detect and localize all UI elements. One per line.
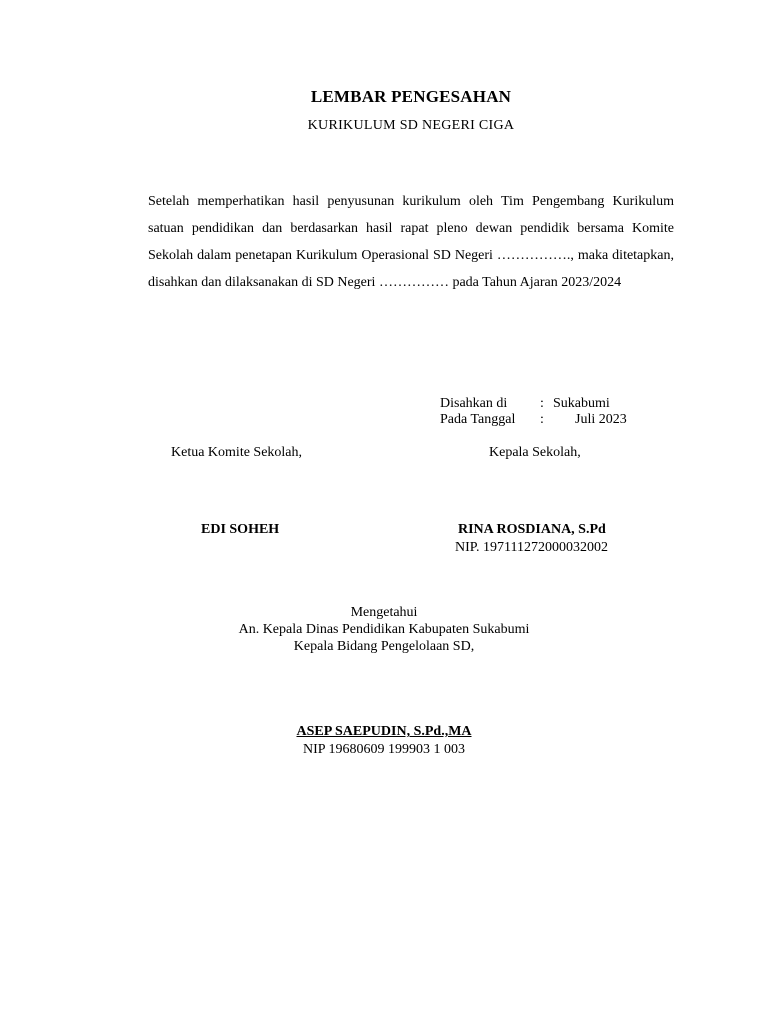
approval-place-label: Disahkan di: [440, 396, 508, 411]
acknowledgement-position: Kepala Bidang Pengelolaan SD,: [293, 639, 475, 654]
approval-place-value: Sukabumi: [553, 396, 610, 411]
ratification-paragraph: Setelah memperhatikan hasil penyusunan kurikulum oleh Tim Pengembang Kurikulum satuan pendidikan dan berdasarkan hasil rapat pleno dewan pendidik bersama Komite Sekolah dalam penetapan Kurikulum Operasional SD Negeri ……………., maka ditetapkan, disahkan dan dilaksanakan di SD Negeri …………… pada Tahun Ajaran 2023/2024: [148, 194, 674, 290]
acknowledgement-nip: NIP 19680609 199903 1 003: [302, 742, 466, 757]
acknowledgement-signer: [0, 724, 768, 740]
document-subtitle: KURIKULUM SD NEGERI CIGA: [307, 118, 515, 133]
committee-chair-role: Ketua Komite Sekolah,: [171, 445, 303, 460]
document-title: LEMBAR PENGESAHAN: [310, 87, 512, 106]
approval-date-label: Pada Tanggal: [440, 412, 516, 427]
acknowledgement-signer-name: ASEP SAEPUDIN, S.Pd.,MA: [296, 724, 472, 739]
committee-chair-name: EDI SOHEH: [201, 522, 280, 537]
principal-role: Kepala Sekolah,: [489, 445, 581, 460]
approval-date-value: Juli 2023: [575, 412, 627, 427]
principal-name: RINA ROSDIANA, S.Pd: [458, 522, 606, 537]
acknowledgement-office: An. Kepala Dinas Pendidikan Kabupaten Sukabumi: [238, 622, 530, 637]
principal-nip: NIP. 197111272000032002: [455, 540, 608, 555]
approval-date-separator: :: [540, 412, 544, 427]
acknowledgement-heading: Mengetahui: [350, 605, 418, 620]
approval-date-row: [440, 410, 680, 429]
approval-place-separator: :: [540, 396, 544, 411]
